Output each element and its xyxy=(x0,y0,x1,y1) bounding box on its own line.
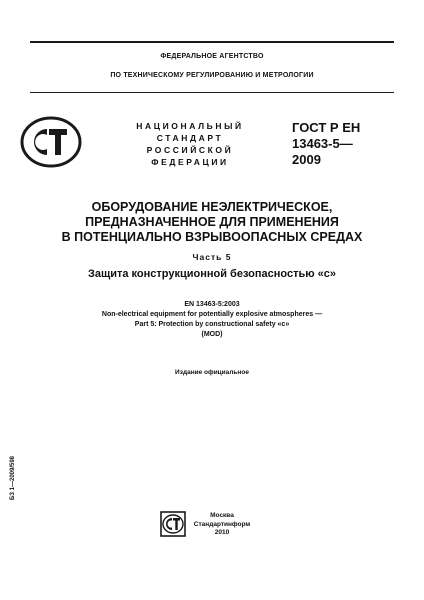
publisher-line: Москва xyxy=(210,512,234,519)
side-catalog-code: БЗ 1—2009/598 xyxy=(10,455,16,500)
top-divider xyxy=(30,41,394,43)
edition-note: Издание официальное xyxy=(175,369,249,376)
rst-emblem-icon xyxy=(20,116,82,168)
standard-code-line: 2009 xyxy=(292,152,321,167)
standartinform-logo-icon xyxy=(160,511,186,537)
publisher-line: Стандартинформ xyxy=(193,520,251,528)
intl-line: Part 5: Protection by constructional safety «c» xyxy=(134,321,290,328)
document-subtitle: Защита конструкционной безопасностью «c» xyxy=(87,268,337,280)
agency-name-line2: ПО ТЕХНИЧЕСКОМУ РЕГУЛИРОВАНИЮ И МЕТРОЛОГИИ xyxy=(110,72,314,79)
agency-name-line1: ФЕДЕРАЛЬНОЕ АГЕНТСТВО xyxy=(160,53,264,60)
title-line: ОБОРУДОВАНИЕ НЕЭЛЕКТРИЧЕСКОЕ, xyxy=(91,200,333,214)
intl-line: (MOD) xyxy=(201,331,223,338)
part-label: Часть 5 xyxy=(192,252,232,262)
standard-type-line: РОССИЙСКОЙ xyxy=(146,145,234,155)
document-title xyxy=(30,200,394,245)
standard-code-line: ГОСТ Р ЕН xyxy=(292,120,361,135)
header-divider xyxy=(30,92,394,93)
standard-code xyxy=(292,120,392,168)
intl-line: Non-electrical equipment for potentially explosive atmospheres — xyxy=(101,311,323,318)
publisher-line: 2010 xyxy=(214,529,230,536)
intl-line: EN 13463-5:2003 xyxy=(184,301,240,308)
title-line: В ПОТЕНЦИАЛЬНО ВЗРЫВООПАСНЫХ СРЕДАХ xyxy=(61,230,363,244)
publisher-block xyxy=(192,512,252,538)
standard-type-line: ФЕДЕРАЦИИ xyxy=(151,157,229,167)
standard-type-block xyxy=(110,120,270,168)
standard-code-line: 13463-5— xyxy=(292,136,353,151)
international-standard-block xyxy=(30,300,394,340)
standard-type-line: НАЦИОНАЛЬНЫЙ xyxy=(136,121,244,131)
title-line: ПРЕДНАЗНАЧЕННОЕ ДЛЯ ПРИМЕНЕНИЯ xyxy=(85,215,339,229)
standard-type-line: СТАНДАРТ xyxy=(156,133,224,143)
